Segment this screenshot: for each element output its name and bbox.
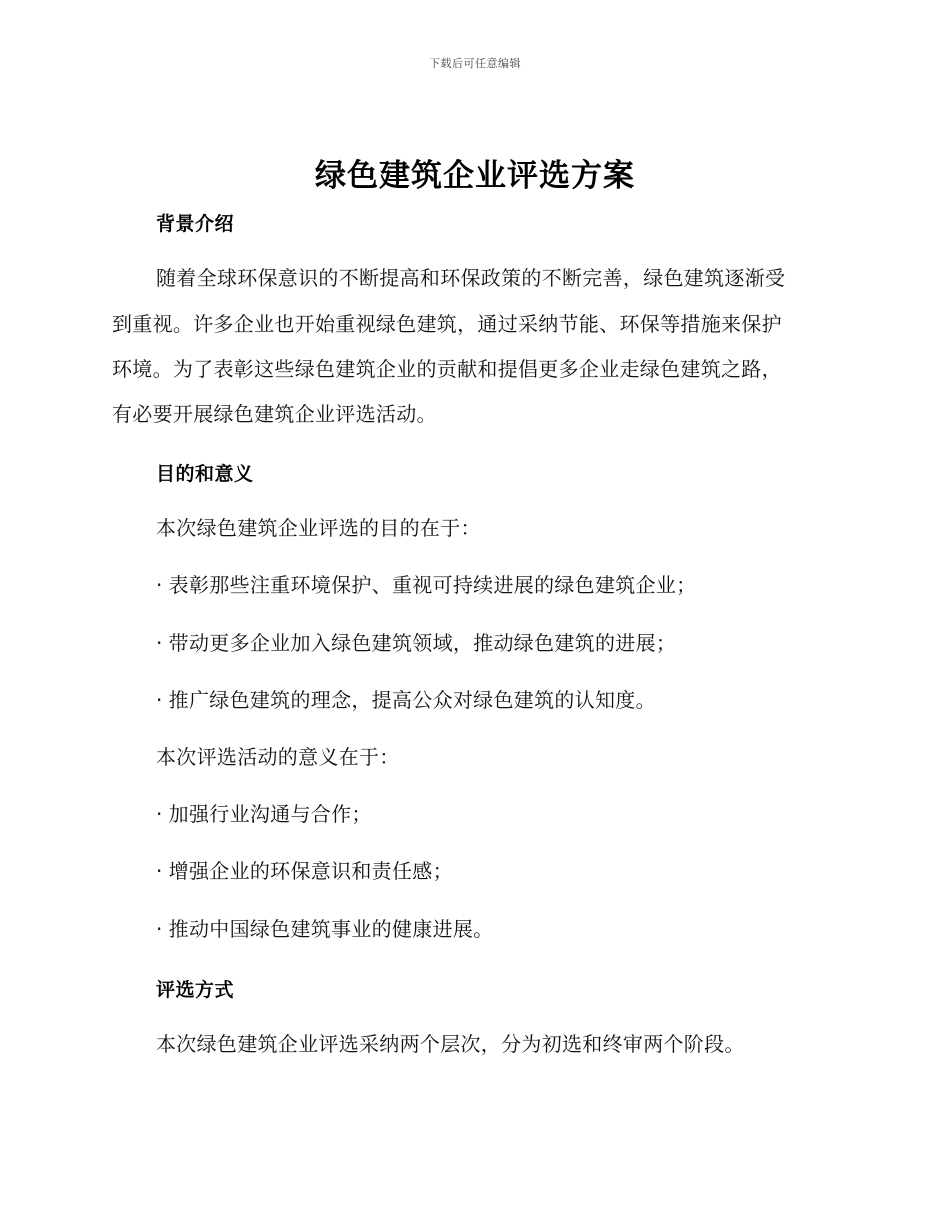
purpose-bullet-item: [156, 686, 656, 714]
purpose-bullet-item: [156, 629, 676, 657]
bullet-text: 加强行业沟通与合作；: [168, 802, 372, 826]
background-paragraph-line: 环境。为了表彰这些绿色建筑企业的贡献和提倡更多企业走绿色建筑之路，: [112, 357, 782, 381]
bullet-icon: ·: [156, 688, 163, 712]
document-title: 绿色建筑企业评选方案: [315, 158, 635, 194]
page-header-note: 下载后可任意编辑: [429, 57, 521, 70]
bullet-icon: ·: [156, 917, 163, 941]
meaning-bullet-item: [156, 857, 453, 885]
background-paragraph-line: 随着全球环保意识的不断提高和环保政策的不断完善，绿色建筑逐渐受: [156, 266, 786, 290]
bullet-icon: ·: [156, 631, 163, 655]
meaning-bullet-item: [156, 915, 493, 943]
bullet-text: 推广绿色建筑的理念，提高公众对绿色建筑的认知度。: [168, 688, 656, 712]
bullet-text: 推动中国绿色建筑事业的健康进展。: [168, 917, 494, 941]
section-heading-method: 评选方式: [156, 979, 235, 1001]
background-paragraph-line: 有必要开展绿色建筑企业评选活动。: [112, 402, 437, 426]
section-heading-background: 背景介绍: [156, 213, 235, 235]
purpose-intro: 本次绿色建筑企业评选的目的在于：: [156, 516, 481, 540]
section-heading-purpose: 目的和意义: [156, 463, 254, 485]
meaning-bullet-item: [156, 800, 372, 828]
bullet-icon: ·: [156, 802, 163, 826]
bullet-icon: ·: [156, 573, 163, 597]
bullet-icon: ·: [156, 859, 163, 883]
background-paragraph-line: 到重视。许多企业也开始重视绿色建筑，通过采纳节能、环保等措施来保护: [112, 312, 782, 336]
bullet-text: 增强企业的环保意识和责任感；: [168, 859, 453, 883]
meaning-intro: 本次评选活动的意义在于：: [156, 745, 400, 769]
method-paragraph: 本次绿色建筑企业评选采纳两个层次，分为初选和终审两个阶段。: [156, 1032, 745, 1056]
bullet-text: 表彰那些注重环境保护、重视可持续进展的绿色建筑企业；: [168, 573, 697, 597]
bullet-text: 带动更多企业加入绿色建筑领域，推动绿色建筑的进展；: [168, 631, 677, 655]
purpose-bullet-item: [156, 571, 696, 599]
